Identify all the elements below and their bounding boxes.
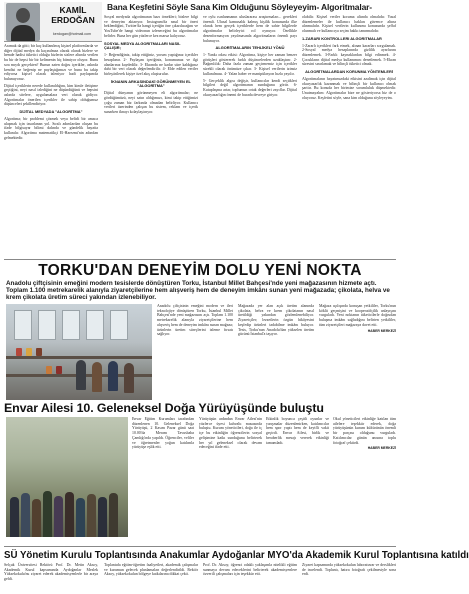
photo-person (92, 362, 102, 392)
top-col3b-text: 1- Yankı odası etkisi: Algoritma, kişiye her zaman benzer görüşleri göstererek farklı düşüncelerden uzaklaştırır. 2- Bağımlılık: Daha fazla zaman geçirmemiz için içerikler sürekli olarak önümüze çıkar. 3- Kişisel verilerin izinsiz kullanılması. 4- Yalan haber ve manipülasyon hızla yayılır. (203, 53, 297, 76)
bottom-col1-text: Selçuk Üniversitesi Rektörü Prof. Dr. Metin Aksoy, Akademik Kurul kapsamında Aydoğanlar Meslek Yüksekokulu'nu ziyaret ederek akademisyenlerle bir araya geldi. (4, 563, 98, 582)
photo-person (65, 492, 74, 537)
nature-col2-text: Yürüyüşün ardından Envar Ailesi'nin yüzlerce üyesi kahvaltı masasında buluştu. Kurum yöneticileri, doğa ile iç içe bu etkinliğin öğrencilerin sosyal gelişimine katkı sunduğunu belirterek her yıl geleneksel olarak devam edeceğini ifade etti. (199, 417, 262, 450)
tiny-col-2 (238, 304, 314, 398)
photo-person (76, 498, 85, 537)
bottom-col4-text: Ziyaret kapsamında yüksekokulun laboratuvar ve derslikleri de incelendi. Toplantı, hatıra fotoğrafı çekilmesiyle sona erdi. (302, 563, 396, 577)
nature-signature: HABER MERKEZİ (367, 446, 396, 451)
top-col4c-text: Algoritmaların hayatımızdaki etkisini azaltmak için dijital okuryazarlık kazanmak ve bilinçli bir kullanıcı olmak şarttır. Bu konuda her birimize sorumluluk düşmektedir. Unutmayalım: Algoritmalar bize ne gösteriyorsa biz de o oluyoruz. Keşfetini söyle, sana kim olduğunu söyleyeyim. (302, 76, 396, 100)
nature-col-4 (333, 417, 396, 545)
tiny-signature: HABER MERKEZİ (367, 328, 396, 333)
photo-person (124, 363, 134, 393)
photo-person (43, 491, 52, 537)
top-col1b-text: Dijital içeriklerin nerede kullanıldığını, kim kimle iletişime geçtiğini, neyi nasıl izlediğini ne düşündüğünü ve hepsini aslında sitelere, uygulamalara veri olarak gidiyor. Algoritmalar önerilen içerikler ile sahip olduğumuz düşünceleri şekillendiriyor. (4, 83, 98, 107)
photo-person (10, 497, 19, 537)
nature-col3-text: Etkinlik boyunca çeşitli oyunlar ve yarışmalar düzenlenirken, katılımcılar hem spor yaptı hem de keyifli vakit geçirdi. Envar Ailesi, birlik ve beraberlik mesajı vererek etkinliği tamamladı. (266, 417, 329, 445)
top-headline: Bana Keşfetini Söyle Sana Kim Olduğunu Söyleyeyim- Algoritmalar- (107, 2, 372, 12)
author-name (44, 5, 102, 25)
bottom-col3-text: Prof. Dr. Aksoy, öğrenci odaklı yaklaşımla nitelikli eğitim sunmaya devam edeceklerini belirterek akademisyenlere özverili çalışmaları için teşekkür etti. (203, 563, 297, 577)
top-col-2 (104, 15, 198, 258)
photo-jar (36, 348, 42, 356)
top-sub4a: 1-ZARARI KONTROLLERI ALGORITMALAR (302, 35, 382, 41)
nature-headline: Envar Ailesi 10. Geleneksel Doğa Yürüyüşünde buluştu (4, 401, 324, 415)
top-col1c-text: Algoritma; bir problemi çözmek veya belirli bir amaca ulaşmak için tasarlanan yol. Sıralı adımlardan oluşan bu ifade bilgisayar bilimi dalında ve gündelik hayatta kullanılır. Algoritma matematikçi El-Harezmi'nin adından gelmektedir. (4, 116, 98, 140)
tiny-col2-text: Mağazada yer alan açık üretim alanında çikolata, helva ve krem çikolatanın nasıl üretildiği yakından gözlemlenebiliyor. Ziyaretçiler; lezzetlerin özgün hikâyesini keşfedip ürünleri tadabilme imkânı buluyor. Tesis, Torku'nun Anadolu'dan yükselen üretim gücünü İstanbul'a taşıyor. (238, 304, 314, 337)
nature-col-2 (199, 417, 262, 545)
photo-jar (16, 348, 22, 356)
photo-person (98, 497, 107, 537)
top-sub3a: ALGORİTMALARIN TEHLİKELİ YÖNÜ (215, 45, 285, 51)
photo-window (62, 310, 80, 340)
photo-window (86, 310, 104, 340)
store-photo (6, 304, 152, 400)
top-col2c-text: Dijital dünyanın görünmeyen eli algoritmalar; ne gördüğümüzü, neyi satın aldığımızı, kimi takip ettiğimizi çoğu zaman biz farkında olmadan belirliyor. Kullanıcı verileri üzerinden çalışan bu sistem, reklam ve içerik sunarken iknayı kolaylaştırıyor. (104, 91, 198, 115)
author-email: kerdogan@hotmail.com (52, 32, 91, 36)
tiny-col3-text: Mağaza açılışında konuşan yetkililer, Torku'nun köklü geçmişini ve kooperatifçilik anlayışını vurguladı. Yeni noktanın tüketicilerle doğrudan buluşma imkânı sağladığını belirten yetkililer, tüm ziyaretçileri mağazaya davet etti. (319, 304, 396, 327)
nature-col4-text: Okul yöneticileri etkinliğe katılan tüm ailelere teşekkür ederek, doğa yürüyüşünün kurum kültürünün önemli bir parçası olduğunu vurguladı. Katılımcılar günün anısına toplu fotoğraf çektirdi. (333, 417, 396, 445)
tiny-col1-text: Anadolu çiftçisinin emeğini modern ve ileri teknolojiye dönüştüren Torku, İstanbul Millet Bahçesi'nde yeni mağazasını açtı. Toplam 1.100 metrekarelik alanıyla ziyaretçilerine hem alışveriş hem de deneyim imkânı sunan mağaza; ürünlerin üretim süreçlerini izleme fırsatı sağlıyor. (157, 304, 233, 337)
nature-col1-text: Envar Eğitim Kurumları tarafından düzenlenen 10. Geleneksel Doğa Yürüyüşü, 2 Kasım Pazar günü saat 10.00'da Meram Tavusbaba Çamlığı'nda yapıldı. Öğrenciler, veliler ve öğretmenler yoğun katılımla yürüyüşe eşlik etti. (132, 417, 194, 450)
photo-person (32, 499, 41, 537)
bottom-headline: SÜ Yönetim Kurulu Toplantısında Anakumlar Aydoğanlar MYO'da Akademik Kurul Toplantısına katıldı (4, 550, 469, 561)
top-col-3 (203, 15, 297, 258)
top-sub4b: ALGORİTMALARDAN KORUNMA YÖNTEMLERİ (305, 69, 393, 75)
nature-photo (6, 417, 128, 537)
photo-person (109, 493, 118, 537)
author-block (4, 2, 102, 42)
photo-person (87, 494, 96, 537)
photo-jar (56, 366, 62, 374)
photo-person (108, 361, 118, 391)
tiny-col-3 (319, 304, 396, 398)
top-col3-text: ve oylu ısınlanmanın uluslararası araştırmaları... gerekleri önemli. Ulusal kamusalık kalmış kişilik konusunda ilke olarak hem gerçek içeriklerde hem de sahte bilgilerde algoritmalar belirleyici rol oynuyor. Özellikle dezenformasyon yayılmasında algoritmaların önemli payı bulunuyor. (203, 15, 297, 43)
top-col1-text: Aramak da gitti; bir kaç kullanılmış kişisel platformlarda ve diğer dijital medya da kaçınılmaz olarak olarak bizlere ve hemde hadisi tüketici olduğu bizlerin sizlere altında verilen bu bir de hepsi bir bir kelimenin hiç bitmiyor oluyor. Bunu sıra mıydı gerçekten? Bunun zaten doğru içerikler, aslında kendisi ne beğenip ne paylaştığımızı ve buna bu takip ediyorsa kişisel olarak izleniyor hadi paylaşımda bulunuyoruz. (4, 44, 98, 81)
top-col2-text: Sosyal medyada algoritmanın bazı örnekleri; bizlere bilgi ve deneyim aktarıyor. Instagram'da nasıl bir öneri beklendiğini, Twitter'da hangi içeriğin öne çıkarılacağını ve YouTube'de hangi videonun izleneceğini bu algoritmalar belirler. Buna her gün yüzlerce kez maruz kalıyoruz. (104, 15, 198, 38)
photo-window (38, 310, 56, 340)
author-name-line2: ERDOĞAN (51, 15, 95, 25)
top-sub2a: SOSYAL MEDYA ALGORITMALARI NASIL ÇALIŞIR; (104, 40, 181, 51)
divider (4, 546, 396, 547)
top-sub2b: İKNANIN ARKASINDAKİ GÖRÜNMEYEN EL "ALGORİTMA" (111, 78, 191, 89)
top-col4-text: olabilir. Kişisel veriler koruma altında olmalıdır. Yasal düzenlemeler ile kullanıcı hakları güvence altına alınmalıdır. Kişisel verilerin kullanımı konusunda şeffaf olunmalı ve kullanıcıya seçim hakkı tanınmalıdır. (302, 15, 396, 34)
tiny-deck: Anadolu çiftçisinin emeğini modern tesislerde dönüştüren Torku, İstanbul Millet Bahçesi'nde yeni mağazasının hizmete açtı. Toplam 1.100 metrekarelik alanıyla ziyaretçilerine hem alışveriş hem de deneyim imkânı sunan yeni mağazada; çikolata, helva ve krem çikolata üretim süreci yakından izlenebiliyor. (6, 280, 390, 301)
bottom-col2-text: Toplantıda eğitim-öğretim faaliyetleri, akademik çalışmalar ve kurumun gelecek planlamaları değerlendirildi. Rektör Aksoy, yüksekokulun bölgeye katkılarına dikkat çekti. (104, 563, 198, 577)
divider (4, 259, 396, 260)
tiny-col-1 (157, 304, 233, 398)
photo-jar (46, 366, 52, 374)
photo-person (76, 360, 86, 390)
top-col3c-text: 5- Gerçeklik algısı değişir, kullanıcılar kendi seçtikleri bilgileri değil algoritmanın sunduğunu görür. 6- Kutuplaşma artar, toplumun ortak değerleri zayıflar. Dijital okuryazarlığın önemi de burada devreye giriyor. (203, 78, 297, 97)
photo-jar (26, 348, 32, 356)
photo-shelf (6, 356, 152, 359)
author-name-line1: KAMİL (59, 5, 87, 15)
top-col-1 (4, 44, 98, 258)
photo-window (14, 310, 32, 340)
nature-col-1 (132, 417, 194, 545)
author-photo (6, 3, 40, 41)
top-sub1: DİJİTAL MEDYADA "ALGORİTMA" (19, 109, 83, 115)
top-col-4 (302, 15, 396, 258)
top-col2b-text: 1- Beğendiğiniz, takip ettiğiniz, yorum yaptığınız içerikler hesaplanır. 2- Paylaşım içeriğiniz, konumunuz ve ilgi alanlarınız kaydedilir. 3- Ekranda ne kadar süre kaldığınız dahi bir veri olarak değerlendirilir. 4- Elde edilen veriler birleştirilerek kişiye özel akış oluşturulur. (104, 53, 198, 76)
photo-person (54, 496, 63, 537)
photo-window (110, 310, 128, 340)
nature-col-3 (266, 417, 329, 545)
photo-person (21, 493, 30, 537)
tiny-headline: TORKU'DAN DENEYİM DOLU YENİ NOKTA (38, 262, 362, 279)
top-col4b-text: 1-Zararlı içerikleri fark etmek, alınan kararları sorgulamak. 2-Sosyal medya hesaplarında gizlilik ayarlarını düzenlemek. 3-Farklı kaynaklardan bilgi edinmek. 4-Çocukların dijital medya kullanımını denetlemek. 5-Ekran süresini sınırlamak ve bilinçli tüketici olmak. (302, 43, 396, 67)
